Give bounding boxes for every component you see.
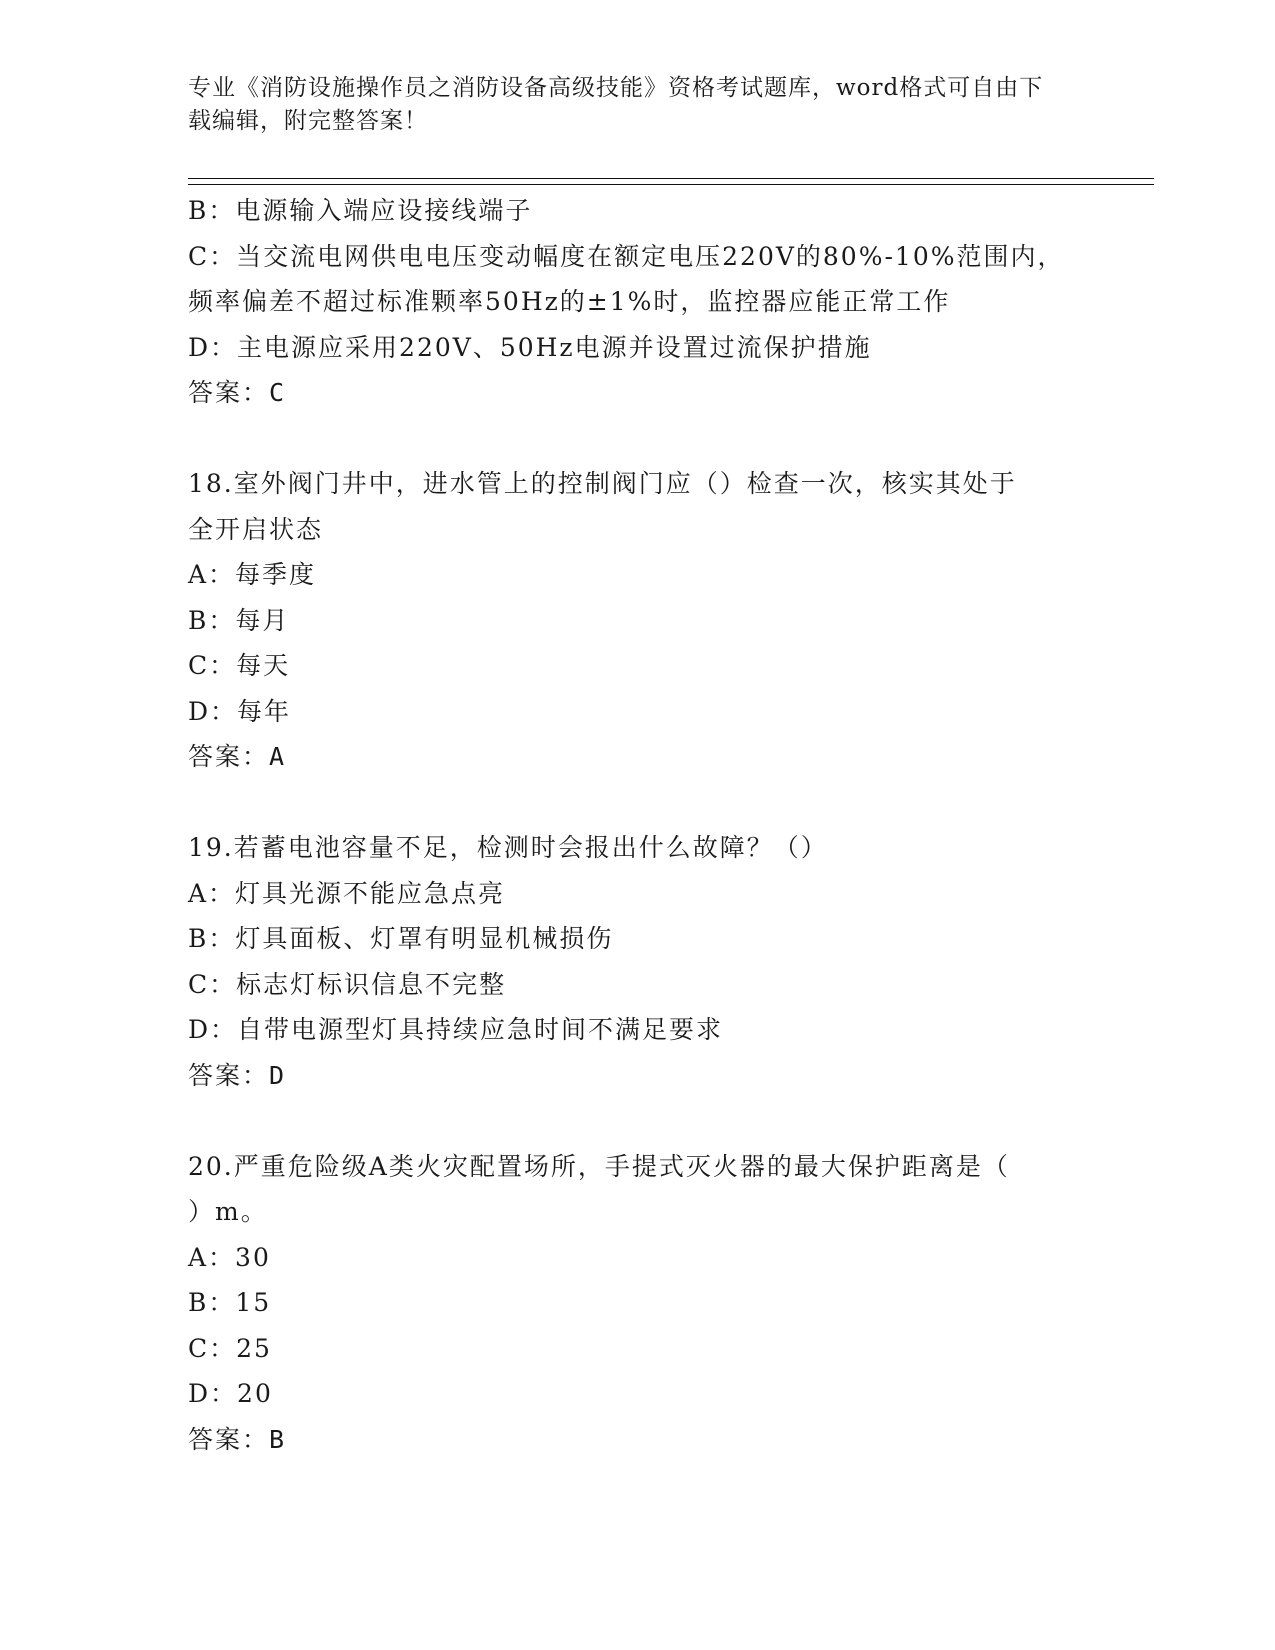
- option-b: B：灯具面板、灯罩有明显机械损伤: [188, 924, 614, 953]
- option-c: C：25: [188, 1333, 272, 1363]
- option-c-line-1: C：当交流电网供电电压变动幅度在额定电压220V的80%-10%范围内，: [188, 241, 1065, 271]
- spacer: [188, 1098, 1088, 1144]
- question-20: [188, 1144, 1088, 1463]
- answer: 答案：C: [188, 378, 287, 407]
- question-stem-line-2: 全开启状态: [188, 514, 324, 544]
- answer: 答案：B: [188, 1424, 287, 1454]
- option-c-line-2: 频率偏差不超过标准颗率50Hz的±1%时，监控器应能正常工作: [188, 287, 951, 316]
- header-divider-top: [188, 178, 1154, 179]
- option-c: C：每天: [188, 651, 291, 680]
- option-a: A：每季度: [188, 560, 317, 589]
- spacer: [188, 780, 1088, 826]
- option-d: D：每年: [188, 696, 292, 726]
- document-header: [188, 72, 1088, 138]
- option-b: B：每月: [188, 605, 290, 635]
- header-line-1: 专业《消防设施操作员之消防设备高级技能》资格考试题库，word格式可自由下: [188, 75, 1044, 101]
- option-a: A：30: [188, 1242, 271, 1272]
- question-18: [188, 461, 1088, 780]
- continued-question: [188, 188, 1088, 416]
- header-divider-bottom: [188, 184, 1154, 185]
- option-d: D：20: [188, 1379, 273, 1408]
- answer: 答案：D: [188, 1060, 287, 1090]
- option-b: B：电源输入端应设接线端子: [188, 196, 533, 225]
- option-b: B：15: [188, 1288, 272, 1317]
- question-stem-line-1: 20.严重危险级A类火灾配置场所，手提式灭火器的最大保护距离是（: [188, 1151, 1010, 1181]
- option-a: A：灯具光源不能应急点亮: [188, 878, 506, 908]
- question-stem-line-1: 18.室外阀门井中，进水管上的控制阀门应（）检查一次，核实其处于: [188, 469, 1017, 498]
- question-stem-line-2: ）m。: [188, 1197, 268, 1226]
- option-c: C：标志灯标识信息不完整: [188, 969, 507, 999]
- header-line-2: 载编辑，附完整答案！: [188, 108, 428, 134]
- option-d: D：主电源应采用220V、50Hz电源并设置过流保护措施: [188, 332, 872, 362]
- option-d: D：自带电源型灯具持续应急时间不满足要求: [188, 1015, 724, 1044]
- answer: 答案：A: [188, 742, 287, 771]
- document-body: [188, 188, 1088, 1462]
- spacer: [188, 416, 1088, 462]
- question-stem-line-1: 19.若蓄电池容量不足，检测时会报出什么故障？（）: [188, 833, 828, 862]
- question-19: [188, 825, 1088, 1098]
